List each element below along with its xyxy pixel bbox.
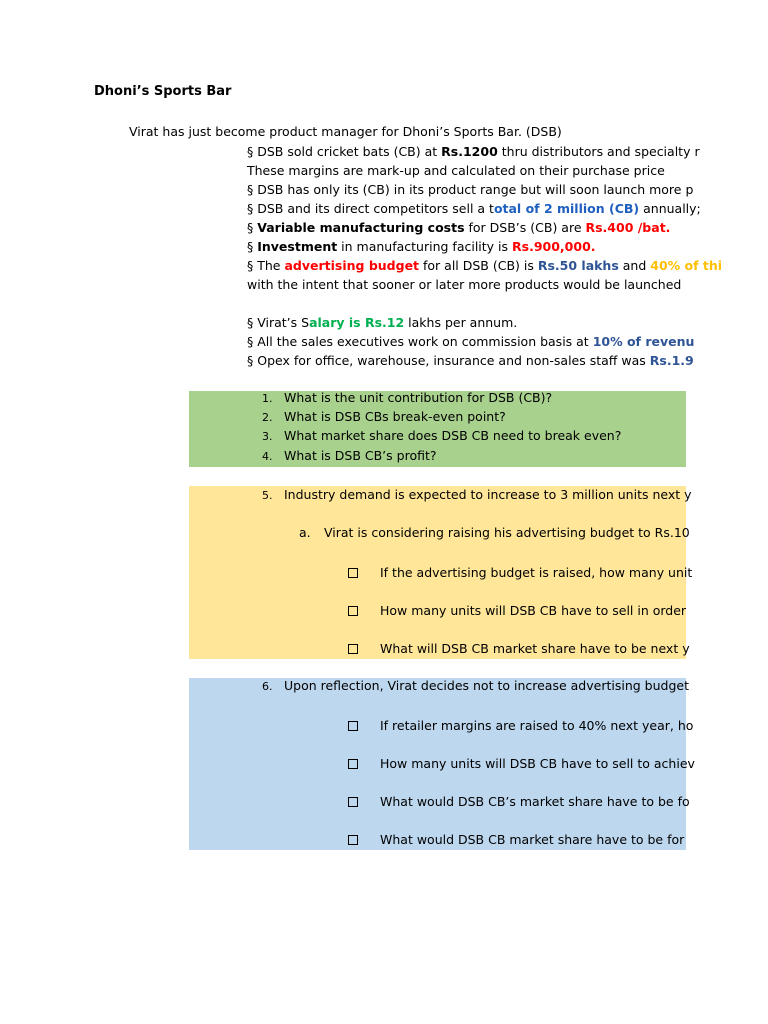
checklist-item: How many units will DSB CB have to sell to achiev bbox=[380, 756, 695, 771]
bullet-icon: § bbox=[247, 315, 254, 330]
question-text: Industry demand is expected to increase to 3 million units next y bbox=[284, 487, 692, 502]
question-number: 4. bbox=[262, 450, 273, 463]
fact-line-opex: § Opex for office, warehouse, insurance and non-sales staff was Rs.1.9 bbox=[247, 353, 694, 368]
bullet-icon: § bbox=[247, 258, 254, 273]
fact-line-investment: § Investment in manufacturing facility is Rs.900,000. bbox=[247, 239, 596, 254]
bullet-icon: § bbox=[247, 239, 254, 254]
checklist-item: What would DSB CB market share have to be for bbox=[380, 832, 685, 847]
checkbox-icon bbox=[348, 721, 358, 731]
question-text: What market share does DSB CB need to break even? bbox=[284, 428, 622, 443]
fact-line-commission: § All the sales executives work on commission basis at 10% of revenu bbox=[247, 334, 695, 349]
fact-line-margins: These margins are mark-up and calculated on their purchase price bbox=[247, 163, 665, 178]
question-text: What is DSB CB’s profit? bbox=[284, 448, 437, 463]
bullet-icon: § bbox=[247, 182, 254, 197]
question-number: 2. bbox=[262, 411, 273, 424]
bullet-icon: § bbox=[247, 220, 254, 235]
intro-paragraph: Virat has just become product manager for Dhoni’s Sports Bar. (DSB) bbox=[129, 124, 562, 139]
bullet-icon: § bbox=[247, 201, 254, 216]
checkbox-icon bbox=[348, 797, 358, 807]
bullet-icon: § bbox=[247, 353, 254, 368]
checklist-item: How many units will DSB CB have to sell in order bbox=[380, 603, 687, 618]
fact-line-variable-cost: § Variable manufacturing costs for DSB’s (CB) are Rs.400 /bat. bbox=[247, 220, 671, 235]
checkbox-icon bbox=[348, 835, 358, 845]
checklist-item: If retailer margins are raised to 40% next year, ho bbox=[380, 718, 694, 733]
question-number: 3. bbox=[262, 430, 273, 443]
document-title: Dhoni’s Sports Bar bbox=[94, 84, 232, 99]
bullet-icon: § bbox=[247, 144, 254, 159]
sub-question-text: Virat is considering raising his advertising budget to Rs.10 bbox=[324, 525, 690, 540]
sub-question-label: a. bbox=[299, 525, 311, 540]
question-text: What is DSB CBs break-even point? bbox=[284, 409, 506, 424]
checklist-item: If the advertising budget is raised, how many unit bbox=[380, 565, 693, 580]
fact-line-range: § DSB has only its (CB) in its product range but will soon launch more p bbox=[247, 182, 694, 197]
bullet-icon: § bbox=[247, 334, 254, 349]
question-text: Upon reflection, Virat decides not to increase advertising budget bbox=[284, 678, 689, 693]
question-number: 6. bbox=[262, 680, 273, 693]
checklist-item: What will DSB CB market share have to be next y bbox=[380, 641, 690, 656]
question-number: 1. bbox=[262, 392, 273, 405]
checklist-item: What would DSB CB’s market share have to be fo bbox=[380, 794, 690, 809]
fact-line-market: § DSB and its direct competitors sell a total of 2 million (CB) annually; bbox=[247, 201, 701, 216]
fact-line-price: § DSB sold cricket bats (CB) at Rs.1200 thru distributors and specialty r bbox=[247, 144, 700, 159]
checkbox-icon bbox=[348, 568, 358, 578]
fact-line-salary: § Virat’s Salary is Rs.12 lakhs per annum. bbox=[247, 315, 518, 330]
question-text: What is the unit contribution for DSB (CB)? bbox=[284, 390, 553, 405]
fact-line-intent: with the intent that sooner or later more products would be launched bbox=[247, 277, 682, 292]
question-number: 5. bbox=[262, 489, 273, 502]
checkbox-icon bbox=[348, 759, 358, 769]
checkbox-icon bbox=[348, 644, 358, 654]
checkbox-icon bbox=[348, 606, 358, 616]
fact-line-advertising: § The advertising budget for all DSB (CB) is Rs.50 lakhs and 40% of thi bbox=[247, 258, 723, 273]
